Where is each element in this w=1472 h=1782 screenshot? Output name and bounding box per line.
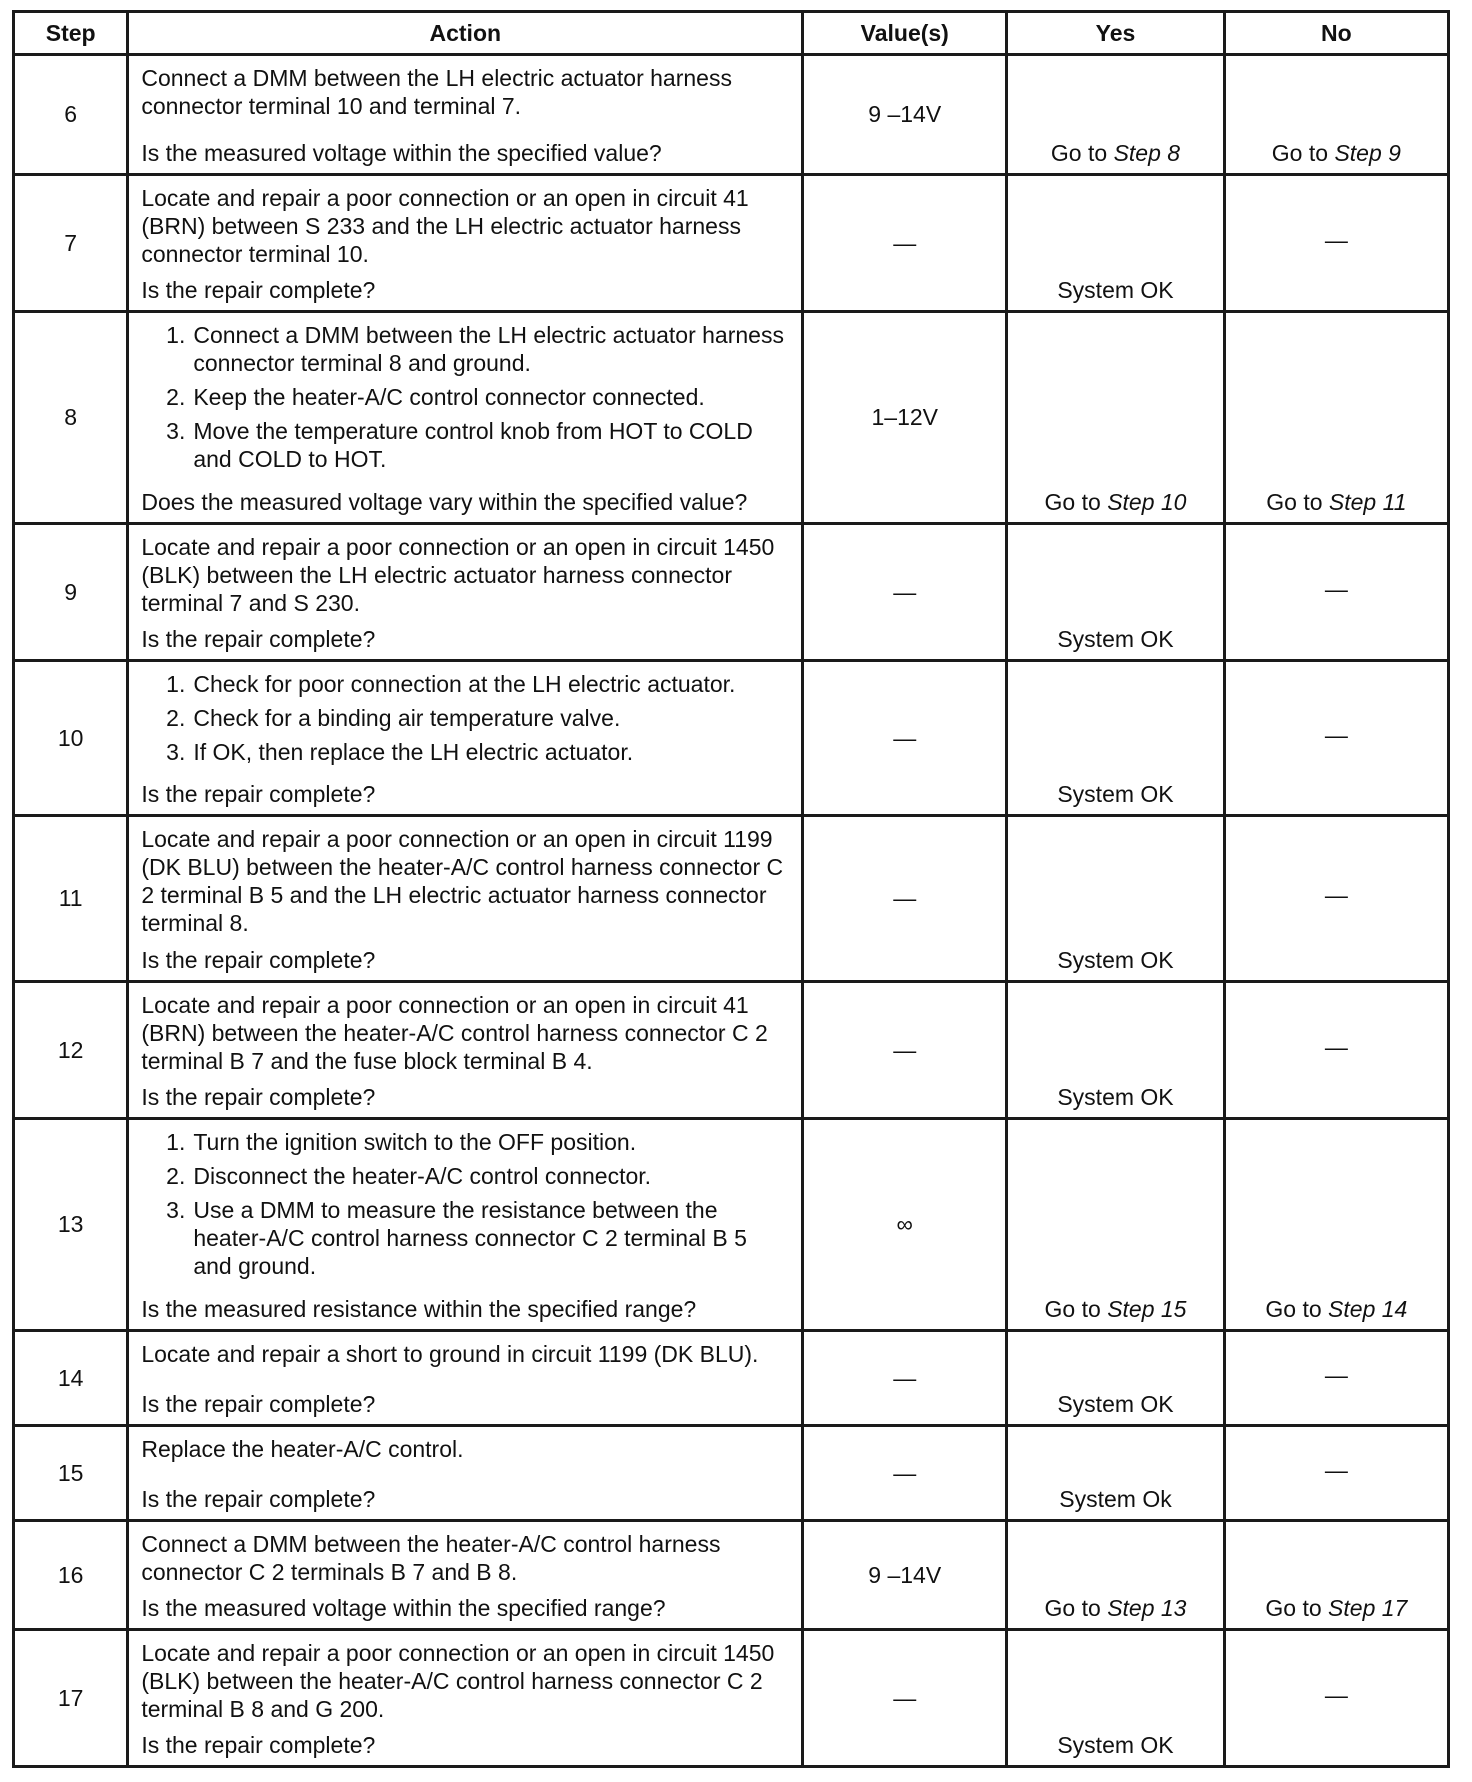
value-cell: — [803, 981, 1007, 1118]
header-action: Action [128, 12, 803, 55]
goto-prefix: Go to [1265, 1295, 1322, 1322]
substep-number: 1. [166, 1128, 186, 1155]
action-text: Locate and repair a short to ground in circuit 1199 (DK BLU). [141, 1340, 759, 1367]
step-number: 17 [14, 1629, 128, 1766]
substep-number: 3. [166, 1196, 186, 1223]
goto-prefix: Go to [1271, 139, 1329, 166]
value-cell: 9 –14V [803, 55, 1007, 175]
yes-cell: System OK [1007, 981, 1224, 1118]
step-number: 6 [14, 55, 128, 175]
goto-step-link: Step 14 [1328, 1295, 1408, 1322]
table-row [14, 660, 1449, 815]
action-cell [128, 1521, 803, 1630]
action-cell [128, 1425, 803, 1520]
table-row [14, 1521, 1449, 1630]
value-cell: ∞ [803, 1118, 1007, 1330]
action-substep [141, 1162, 791, 1190]
action-cell [128, 523, 803, 660]
substep-number: 2. [166, 704, 186, 731]
action-question: Is the repair complete? [141, 625, 376, 652]
action-text: Connect a DMM between the heater-A/C control harness connector C 2 terminals B 7 and B 8. [141, 1531, 721, 1586]
table-row [14, 311, 1449, 523]
step-number: 15 [14, 1425, 128, 1520]
action-substep [141, 321, 791, 377]
header-values: Value(s) [803, 12, 1007, 55]
yes-cell: System OK [1007, 523, 1224, 660]
action-cell [128, 1118, 803, 1330]
header-row [14, 12, 1449, 55]
no-cell: — [1224, 981, 1448, 1118]
action-text: Locate and repair a poor connection or an open in circuit 1450 (BLK) between the LH electric actuator harness connector terminal 7 and S 230. [141, 533, 775, 616]
no-cell: — [1224, 1330, 1448, 1425]
substep-text: Disconnect the heater-A/C control connector. [193, 1162, 652, 1189]
value-cell: — [803, 523, 1007, 660]
action-substeps [141, 1128, 791, 1280]
table-body [14, 55, 1449, 1767]
action-substep [141, 738, 791, 766]
diagnostic-table [12, 10, 1450, 1768]
table-row [14, 523, 1449, 660]
action-text: Connect a DMM between the LH electric actuator harness connector terminal 10 and terminal 7. [141, 65, 732, 119]
substep-number: 2. [166, 383, 186, 410]
value-cell: — [803, 174, 1007, 311]
no-cell: — [1224, 816, 1448, 981]
goto-step-link: Step 17 [1328, 1594, 1408, 1621]
yes-cell: System OK [1007, 816, 1224, 981]
goto-step-link: Step 8 [1113, 139, 1181, 166]
header-yes: Yes [1007, 12, 1224, 55]
no-cell: — [1224, 523, 1448, 660]
no-cell: — [1224, 1629, 1448, 1766]
action-question: Is the repair complete? [141, 946, 376, 973]
goto-prefix: Go to [1044, 488, 1101, 515]
table-row [14, 55, 1449, 175]
step-number: 9 [14, 523, 128, 660]
action-cell [128, 981, 803, 1118]
substep-number: 2. [166, 1162, 186, 1189]
action-substep [141, 704, 791, 732]
step-number: 7 [14, 174, 128, 311]
action-question: Is the repair complete? [141, 276, 376, 303]
action-question: Is the repair complete? [141, 1083, 376, 1110]
action-text: Locate and repair a poor connection or an open in circuit 41 (BRN) between S 233 and the LH electric actuator harness connector terminal 10. [141, 184, 749, 267]
goto-prefix: Go to [1050, 139, 1108, 166]
goto-prefix: Go to [1044, 1295, 1101, 1322]
yes-cell [1007, 311, 1224, 523]
substep-number: 3. [166, 417, 186, 444]
goto-step-link: Step 9 [1334, 139, 1401, 166]
action-substep [141, 417, 791, 473]
goto-step-link: Step 13 [1107, 1594, 1187, 1621]
action-text: Locate and repair a poor connection or an open in circuit 41 (BRN) between the heater-A/C control harness connector C 2 terminal B 7 and the fuse block terminal B 4. [141, 991, 768, 1074]
goto-prefix: Go to [1266, 488, 1323, 515]
table-row [14, 1118, 1449, 1330]
value-cell: — [803, 1425, 1007, 1520]
substep-text: Move the temperature control knob from HOT to COLD and COLD to HOT. [193, 417, 753, 472]
action-cell [128, 174, 803, 311]
substep-text: Turn the ignition switch to the OFF position. [193, 1128, 637, 1155]
step-number: 13 [14, 1118, 128, 1330]
yes-cell: System OK [1007, 660, 1224, 815]
substep-text: If OK, then replace the LH electric actuator. [193, 738, 634, 765]
step-number: 10 [14, 660, 128, 815]
step-number: 16 [14, 1521, 128, 1630]
yes-cell [1007, 1521, 1224, 1630]
header-step: Step [14, 12, 128, 55]
no-cell [1224, 1521, 1448, 1630]
action-substep [141, 1128, 791, 1156]
action-question: Is the measured resistance within the specified range? [141, 1295, 697, 1322]
action-text: Replace the heater-A/C control. [141, 1435, 464, 1462]
action-cell [128, 1330, 803, 1425]
yes-cell: System Ok [1007, 1425, 1224, 1520]
value-cell: — [803, 1330, 1007, 1425]
no-cell [1224, 311, 1448, 523]
goto-step-link: Step 10 [1107, 488, 1187, 515]
table-row [14, 1425, 1449, 1520]
diagnostic-table-page [12, 10, 1450, 1768]
value-cell: — [803, 1629, 1007, 1766]
goto-step-link: Step 11 [1328, 488, 1407, 515]
action-text: Locate and repair a poor connection or an open in circuit 1450 (BLK) between the heater-A/C control harness connector C 2 terminal B 8 and G 200. [141, 1639, 775, 1722]
action-cell [128, 1629, 803, 1766]
goto-step-link: Step 15 [1107, 1295, 1187, 1322]
table-row [14, 816, 1449, 981]
step-number: 14 [14, 1330, 128, 1425]
action-question: Is the repair complete? [141, 1732, 376, 1758]
table-row [14, 1629, 1449, 1766]
goto-prefix: Go to [1265, 1594, 1322, 1621]
yes-cell [1007, 1118, 1224, 1330]
substep-text: Connect a DMM between the LH electric actuator harness connector terminal 8 and ground. [193, 321, 784, 376]
action-substep [141, 383, 791, 411]
value-cell: 1–12V [803, 311, 1007, 523]
value-cell: 9 –14V [803, 1521, 1007, 1630]
action-cell [128, 55, 803, 175]
table-row [14, 981, 1449, 1118]
no-cell: — [1224, 1425, 1448, 1520]
action-cell [128, 816, 803, 981]
yes-cell: System OK [1007, 1330, 1224, 1425]
no-cell [1224, 55, 1448, 175]
substep-number: 1. [166, 670, 186, 697]
action-substep [141, 1196, 791, 1280]
substep-text: Check for a binding air temperature valve. [193, 704, 621, 731]
substep-text: Keep the heater-A/C control connector connected. [193, 383, 705, 410]
yes-cell: System OK [1007, 174, 1224, 311]
action-substep [141, 670, 791, 698]
yes-cell [1007, 55, 1224, 175]
value-cell: — [803, 660, 1007, 815]
header-no: No [1224, 12, 1448, 55]
action-question: Is the measured voltage within the specified range? [141, 1594, 666, 1621]
substep-number: 3. [166, 738, 186, 765]
yes-cell: System OK [1007, 1629, 1224, 1766]
action-question: Is the measured voltage within the specified value? [141, 139, 662, 166]
action-text: Locate and repair a poor connection or an open in circuit 1199 (DK BLU) between the heater-A/C control harness connector C 2 terminal B 5 and the LH electric actuator harness connector terminal 8. [141, 826, 784, 937]
substep-number: 1. [166, 321, 186, 348]
step-number: 8 [14, 311, 128, 523]
table-row [14, 174, 1449, 311]
substep-text: Use a DMM to measure the resistance between the heater-A/C control harness connector C 2 terminal B 5 and ground. [193, 1196, 747, 1279]
step-number: 12 [14, 981, 128, 1118]
step-number: 11 [14, 816, 128, 981]
no-cell: — [1224, 174, 1448, 311]
no-cell: — [1224, 660, 1448, 815]
action-substeps [141, 321, 791, 473]
action-question: Is the repair complete? [141, 1390, 376, 1417]
substep-text: Check for poor connection at the LH electric actuator. [193, 670, 736, 697]
action-cell [128, 660, 803, 815]
value-cell: — [803, 816, 1007, 981]
action-substeps [141, 670, 791, 766]
action-question: Is the repair complete? [141, 1486, 376, 1513]
action-cell [128, 311, 803, 523]
no-cell [1224, 1118, 1448, 1330]
action-question: Does the measured voltage vary within the specified value? [141, 488, 748, 515]
action-question: Is the repair complete? [141, 781, 376, 808]
goto-prefix: Go to [1044, 1594, 1101, 1621]
table-row [14, 1330, 1449, 1425]
